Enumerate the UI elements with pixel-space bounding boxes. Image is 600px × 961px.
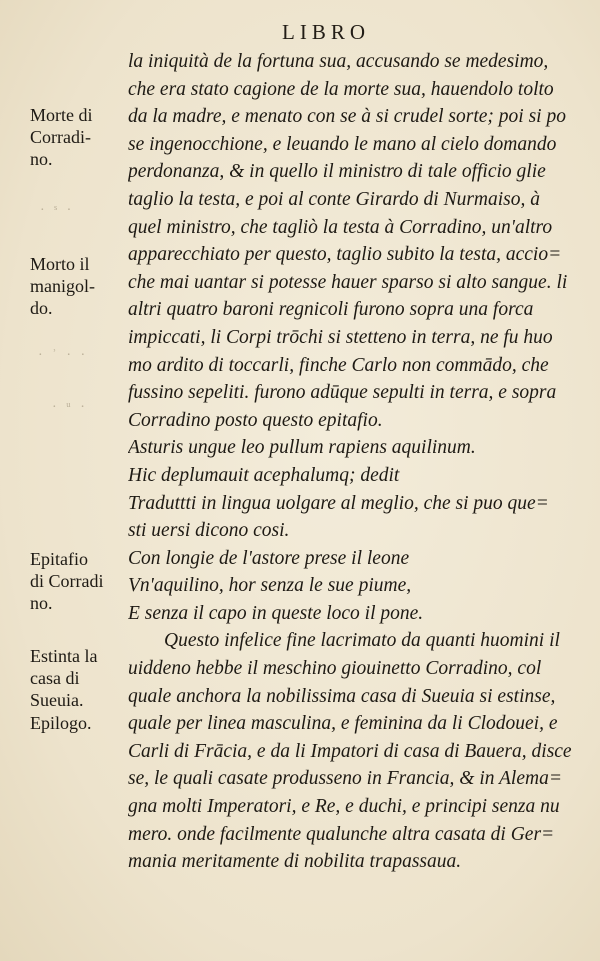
margin-note-morte-di-corradino: Morte di Corradi- no. [30,105,93,169]
text-line: fussino sepeliti. furono adūque sepulti in terra, e sopra [128,382,557,404]
text-line: Corradino posto questo epitafio. [128,409,383,431]
bleed-through-marks: · ʾ · · [38,348,89,363]
text-line: da la madre, e menato con se à si crudel sorte; poi si po [128,106,566,128]
text-line: gna molti Imperatori, e Re, e duchi, e principi senza nu [128,796,560,818]
text-line: che era stato cagione de la morte sua, hauendolo tolto [128,78,554,100]
bleed-through-marks: · ˢ · [40,203,75,218]
paragraph-start-line: Questo infelice fine lacrimato da quanti huomini il [164,630,560,652]
text-line: mania meritamente di nobilita trapassaua. [128,851,462,873]
text-line: quale per linea masculina, e feminina da li Clodouei, e [128,713,558,735]
text-line: mero. onde facilmente qualunche altra casata di Ger= [128,823,555,845]
margin-note-epilogo: Epilogo. [30,713,92,733]
text-line: perdonanza, & in quello il ministro di tale officio glie [128,161,546,183]
text-line: Carli di Frācia, e da li Impatori di casa di Bauera, disce [128,740,572,762]
text-line: altri quatro baroni regnicoli furono sopra una forca [128,299,534,321]
text-line: se ingenocchione, e leuando le mano al cielo domando [128,133,557,155]
margin-note-morto-il-manigoldo: Morto il manigol- do. [30,254,95,318]
epitaph-latin-line: Hic deplumauit acephalumq; dedit [128,464,400,486]
margin-note-epitafio: Epitafio di Corradi no. [30,549,104,613]
text-line: taglio la testa, e poi al conte Girardo di Nurmaiso, à [128,188,541,210]
text-line: che mai uantar si potesse hauer sparso si alto sangue. li [128,271,568,293]
text-line: la iniquità de la fortuna sua, accusando se medesimo, [128,51,549,72]
running-header: LIBRO [282,20,370,44]
text-line: uiddeno hebbe il meschino giouinetto Corradino, col [128,658,542,680]
text-line: apparecchiato per questo, taglio subito la testa, accio= [128,244,562,266]
text-line: se, le quali casate produsseno in Francia, & in Alema= [128,768,562,790]
bleed-through-marks: · ᵘ · [52,400,88,415]
text-line: quale anchora la nobilissima casa di Sueuia si estinse, [128,685,556,707]
epitaph-verse-line: Con longie de l'astore prese il leone [128,547,410,569]
epitaph-verse-line: E senza il capo in queste loco il pone. [128,602,424,624]
margin-note-estinta-la-casa: Estinta la casa di Sueuia. [30,646,98,710]
epitaph-latin-line: Asturis ungue leo pullum rapiens aquilinum. [128,437,476,459]
text-line: impiccati, li Corpi trōchi si stetteno in terra, ne fu huo [128,326,553,348]
main-text-block [128,48,576,876]
text-line: sti uersi dicono cosi. [128,520,290,542]
text-line: quel ministro, che tagliò la testa à Corradino, un'altro [128,216,553,238]
epitaph-verse-line: Vn'aquilino, hor senza le sue piume, [128,575,412,597]
text-line: Traduttti in lingua uolgare al meglio, che si puo que= [128,492,549,514]
text-line: mo ardito di toccarli, finche Carlo non commādo, che [128,354,549,376]
